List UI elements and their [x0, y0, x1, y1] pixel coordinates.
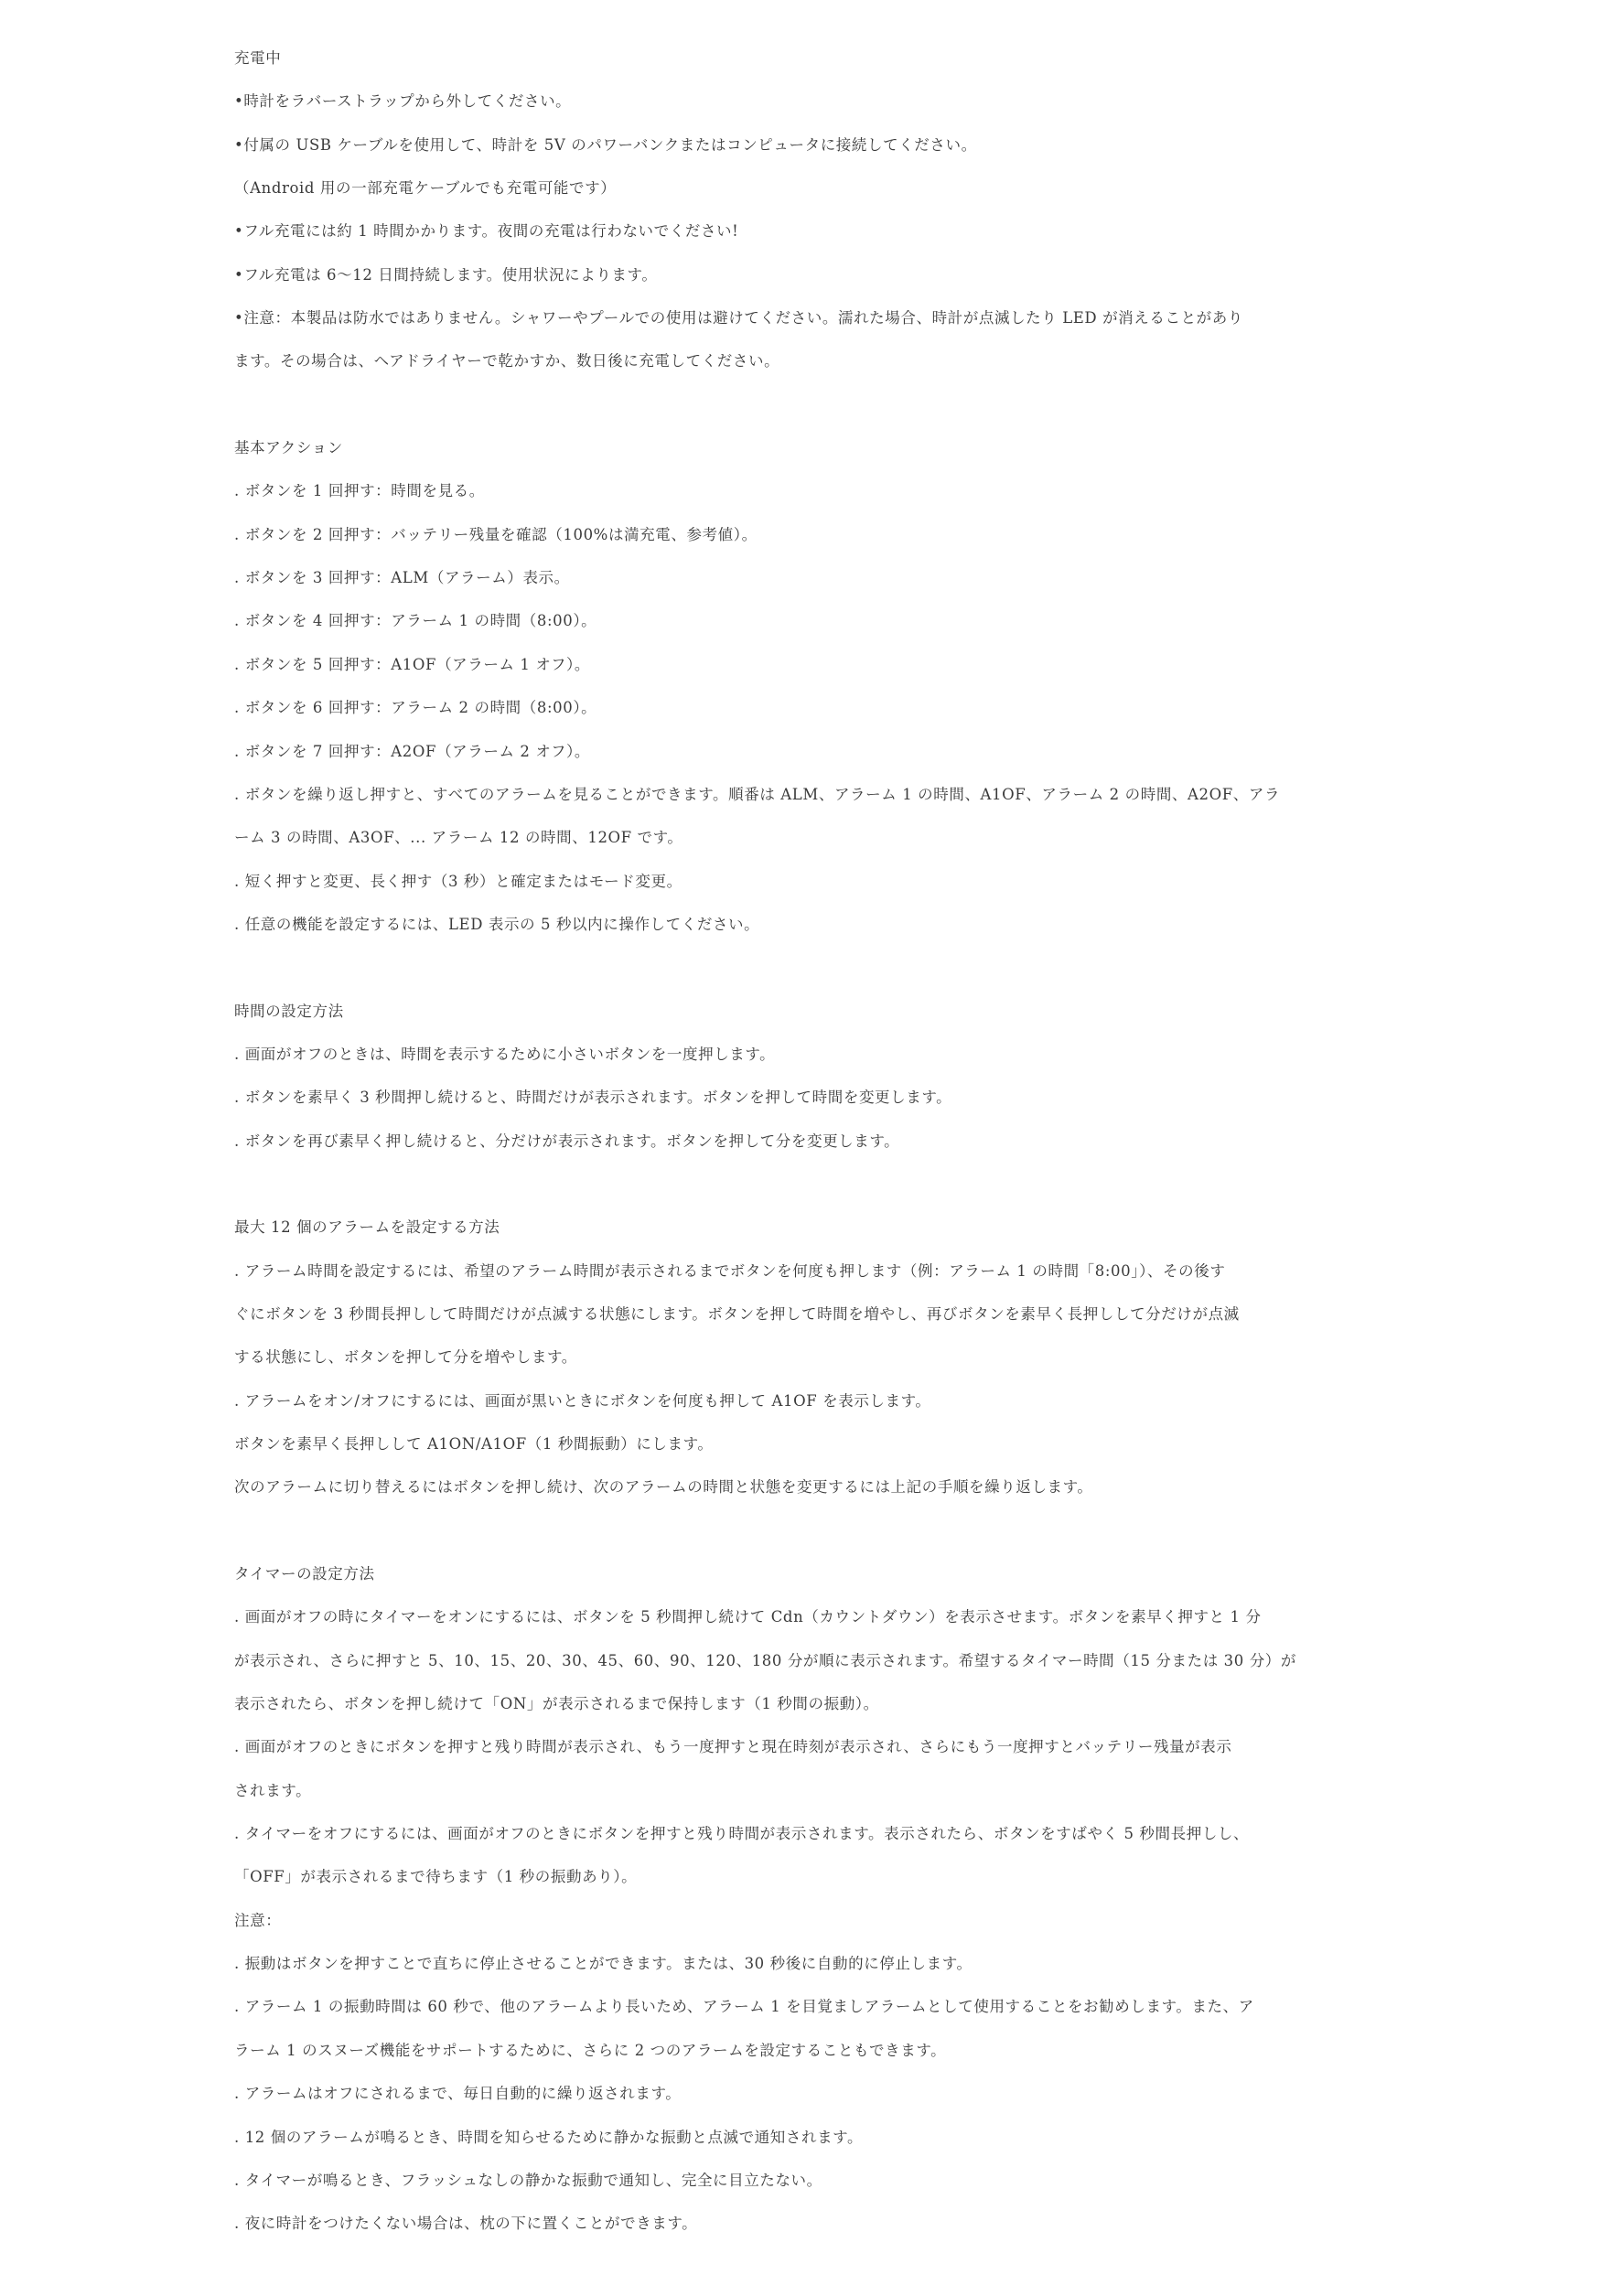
section-heading-alarm-setting: 最大 12 個のアラームを設定する方法 [234, 1218, 500, 1237]
text-line: ラーム 1 のスヌーズ機能をサポートするために、さらに 2 つのアラームを設定することもできます。 [234, 2041, 947, 2059]
text-line: •注意：本製品は防水ではありません。シャワーやプールでの使用は避けてください。濡れた場合、時計が点滅したり LED が消えることがあり [234, 309, 1243, 327]
text-line: . ボタンを 1 回押す：時間を見る。 [234, 482, 485, 500]
text-line: . アラームはオフにされるまで、毎日自動的に繰り返されます。 [234, 2085, 682, 2103]
text-line: . ボタンを 6 回押す：アラーム 2 の時間（8:00）。 [234, 699, 597, 717]
note-heading: 注意： [234, 1911, 282, 1929]
paragraph-spacer [234, 946, 1396, 989]
text-line: •付属の USB ケーブルを使用して、時計を 5V のパワーバンクまたはコンピュータに接続してください。 [234, 135, 977, 154]
text-line: （Android 用の一部充電ケーブルでも充電可能です） [234, 179, 617, 198]
paragraph-spacer [234, 1163, 1396, 1206]
text-line: されます。 [234, 1781, 312, 1799]
section-heading-timer-setting: タイマーの設定方法 [234, 1565, 375, 1583]
text-line: . 夜に時計をつけたくない場合は、枕の下に置くことができます。 [234, 2215, 698, 2233]
text-line: . ボタンを 2 回押す：バッテリー残量を確認（100%は満充電、参考値）。 [234, 525, 758, 543]
text-line: . ボタンを繰り返し押すと、すべてのアラームを見ることができます。順番は ALM、アラーム 1 の時間、A1OF、アラーム 2 の時間、A2OF、アラ [234, 785, 1281, 803]
text-line: . 短く押すと変更、長く押す（3 秒）と確定またはモード変更。 [234, 872, 683, 890]
text-line: が表示され、さらに押すと 5、10、15、20、30、45、60、90、120、180 分が順に表示されます。希望するタイマー時間（15 分または 30 分）が [234, 1651, 1297, 1669]
text-line: . ボタンを素早く 3 秒間押し続けると、時間だけが表示されます。ボタンを押して時間を変更します。 [234, 1089, 952, 1107]
paragraph-spacer [234, 1509, 1396, 1552]
section-heading-time-setting: 時間の設定方法 [234, 1002, 344, 1020]
text-line: . タイマーをオフにするには、画面がオフのときにボタンを押すと残り時間が表示されます。表示されたら、ボタンをすばやく 5 秒間長押しし、 [234, 1825, 1250, 1843]
text-line: ぐにボタンを 3 秒間長押しして時間だけが点滅する状態にします。ボタンを押して時間を増やし、再びボタンを素早く長押しして分だけが点滅 [234, 1304, 1240, 1323]
section-heading-basic-actions: 基本アクション [234, 439, 343, 457]
text-line: 「OFF」が表示されるまで待ちます（1 秒の振動あり）。 [234, 1868, 638, 1886]
text-line: . 画面がオフの時にタイマーをオンにするには、ボタンを 5 秒間押し続けて Cdn（カウントダウン）を表示させます。ボタンを素早く押すと 1 分 [234, 1608, 1262, 1626]
text-line: ーム 3 の時間、A3OF、... アラーム 12 の時間、12OF です。 [234, 829, 683, 847]
text-line: . アラーム 1 の振動時間は 60 秒で、他のアラームより長いため、アラーム 1 を目覚ましアラームとして使用することをお勧めします。また、ア [234, 1998, 1254, 2016]
text-line: . ボタンを 5 回押す：A1OF（アラーム 1 オフ）。 [234, 655, 591, 673]
text-line: . 画面がオフのときは、時間を表示するために小さいボタンを一度押します。 [234, 1045, 776, 1063]
text-line: . ボタンを再び素早く押し続けると、分だけが表示されます。ボタンを押して分を変更します。 [234, 1132, 900, 1150]
text-line: . ボタンを 3 回押す：ALM（アラーム）表示。 [234, 569, 570, 587]
text-line: . ボタンを 4 回押す：アラーム 1 の時間（8:00）。 [234, 612, 597, 630]
text-line: . アラームをオン/オフにするには、画面が黒いときにボタンを何度も押して A1OF を表示します。 [234, 1391, 931, 1410]
paragraph-spacer [234, 383, 1396, 426]
text-line: . 12 個のアラームが鳴るとき、時間を知らせるために静かな振動と点滅で通知されます。 [234, 2128, 864, 2146]
text-line: •時計をラバーストラップから外してください。 [234, 92, 572, 111]
text-line: する状態にし、ボタンを押して分を増やします。 [234, 1348, 577, 1367]
text-line: 表示されたら、ボタンを押し続けて「ON」が表示されるまで保持します（1 秒間の振動）。 [234, 1695, 879, 1713]
text-line: •フル充電は 6〜12 日間持続します。使用状況によります。 [234, 265, 658, 284]
text-line: . ボタンを 7 回押す：A2OF（アラーム 2 オフ）。 [234, 742, 591, 760]
section-heading-charging: 充電中 [234, 49, 282, 67]
text-line: ます。その場合は、ヘアドライヤーで乾かすか、数日後に充電してください。 [234, 352, 780, 370]
text-line: . タイマーが鳴るとき、フラッシュなしの静かな振動で通知し、完全に目立たない。 [234, 2171, 822, 2189]
text-line: . アラーム時間を設定するには、希望のアラーム時間が表示されるまでボタンを何度も押します（例：アラーム 1 の時間「8:00」）、その後す [234, 1261, 1226, 1280]
text-line: . 振動はボタンを押すことで直ちに停止させることができます。または、30 秒後に自動的に停止します。 [234, 1955, 973, 1973]
text-line: . 画面がオフのときにボタンを押すと残り時間が表示され、もう一度押すと現在時刻が表示され、さらにもう一度押すとバッテリー残量が表示 [234, 1738, 1232, 1756]
text-line: ボタンを素早く長押しして A1ON/A1OF（1 秒間振動）にします。 [234, 1435, 714, 1453]
text-line: 次のアラームに切り替えるにはボタンを押し続け、次のアラームの時間と状態を変更するには上記の手順を繰り返します。 [234, 1478, 1093, 1497]
text-line: •フル充電には約 1 時間かかります。夜間の充電は行わないでください! [234, 222, 739, 241]
document-page [234, 37, 1396, 2269]
text-line: . 任意の機能を設定するには、LED 表示の 5 秒以内に操作してください。 [234, 915, 760, 933]
